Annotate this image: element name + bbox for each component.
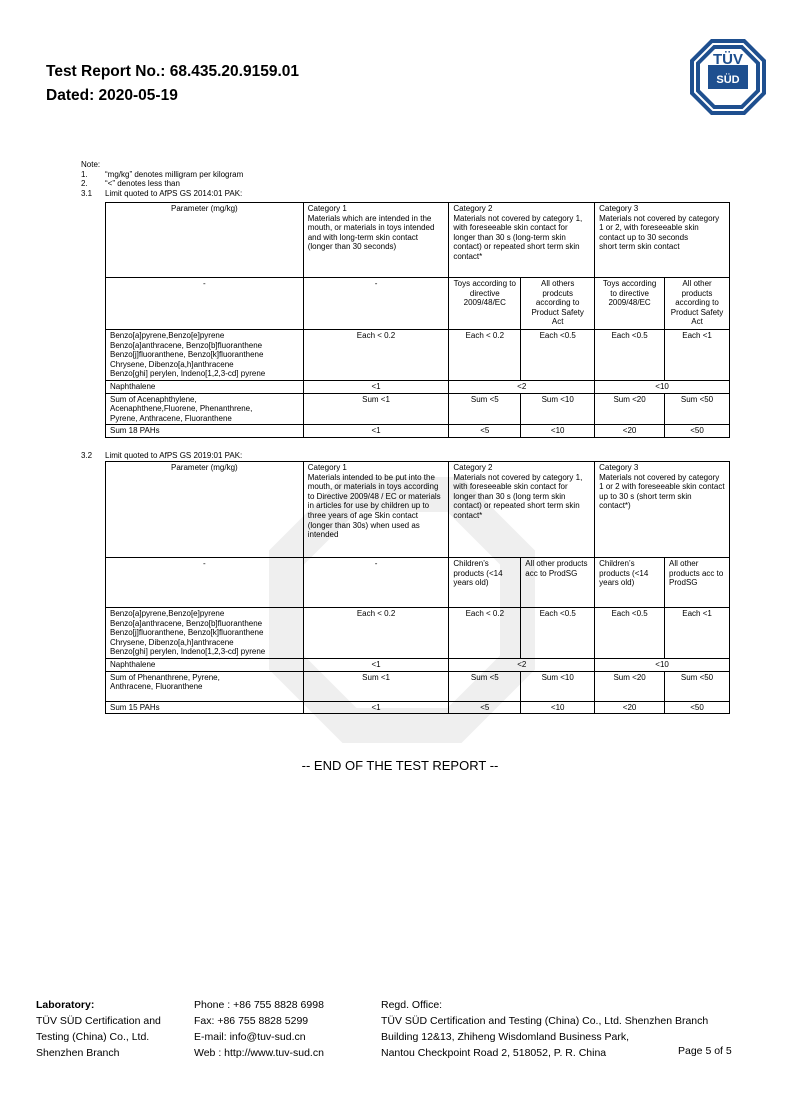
footer-office [381, 997, 708, 1061]
table-row [106, 608, 730, 659]
note-number: 1. [81, 169, 88, 179]
dash-cell: - [106, 558, 304, 608]
param-cell: Sum of Acenaphthylene, Acenaphthene,Fluorene, Phenanthrene, Pyrene, Anthracene, Fluoranthene [106, 393, 304, 425]
value-cell: Sum <10 [521, 393, 595, 425]
logo-text-tuv: TÜV [713, 51, 743, 68]
footer-lab-line: TÜV SÜD Certification and [36, 1015, 161, 1027]
category-1-header: Category 1 Materials intended to be put into the mouth, or materials in toys according to Directive 2009/48 / EC or materials in articles for use by children up to three years of age Skin contact (longer than 30s) when used as intended [303, 462, 449, 558]
table-row [106, 671, 730, 701]
note-number: 2. [81, 179, 88, 188]
footer-contact [194, 997, 324, 1061]
value-cell: <2 [449, 658, 595, 671]
note-text: “mg/kg” denotes milligram per kilogram [105, 169, 244, 179]
footer-lab-title: Laboratory: [36, 999, 95, 1011]
notes-title: Note: [81, 160, 101, 169]
value-cell: Each < 0.2 [303, 330, 449, 381]
value-cell: <1 [303, 425, 449, 438]
value-cell: Sum <50 [665, 393, 730, 425]
dash-cell: - [106, 278, 304, 330]
section-title: Limit quoted to AfPS GS 2019:01 PAK: [105, 451, 243, 460]
value-cell: Each < 0.2 [303, 608, 449, 659]
footer-fax: Fax: +86 755 8828 5299 [194, 1015, 309, 1027]
value-cell: Each <1 [665, 608, 730, 659]
value-cell: Sum <5 [449, 671, 521, 701]
value-cell: Sum <50 [665, 671, 730, 701]
tuv-sud-logo [688, 37, 768, 117]
value-cell: Sum <10 [521, 671, 595, 701]
note-item [81, 179, 243, 189]
value-cell: Sum <20 [595, 671, 665, 701]
param-cell: Benzo[a]pyrene,Benzo[e]pyrene Benzo[a]anthracene, Benzo[b]fluoranthene Benzo[j]fluoranthene, Benzo[k]fluoranthene Chrysene, Dibenzo[a,h]anthracene Benzo[ghi] perylen, Indeno[1,2,3-cd] pyrene [106, 608, 304, 659]
footer-office-line: Building 12&13, Zhiheng Wisdomland Business Park, [381, 1031, 630, 1043]
category-3-header: Category 3 Materials not covered by category 1 or 2 with foreseeable skin contact up to 30 s (short term skin contact*) [595, 462, 730, 558]
category-2-header: Category 2 Materials not covered by category 1, with foreseeable skin contact for longer than 30 s (long-term skin contact) or repeated short term skin contact* [449, 203, 595, 278]
param-header: Parameter (mg/kg) [106, 203, 304, 278]
section-heading [81, 451, 242, 460]
value-cell: Each < 0.2 [449, 608, 521, 659]
logo-text-sud: SÜD [716, 74, 740, 86]
report-date: Dated: 2020-05-19 [46, 87, 178, 104]
table-row [106, 393, 730, 425]
value-cell: Each <0.5 [595, 330, 665, 381]
param-cell: Benzo[a]pyrene,Benzo[e]pyrene Benzo[a]anthracene, Benzo[b]fluoranthene Benzo[j]fluoranthene, Benzo[k]fluoranthene Chrysene, Dibenzo[a,h]anthracene Benzo[ghi] perylen, Indeno[1,2,3-cd] pyrene [106, 330, 304, 381]
subheader-toys: Toys according to directive 2009/48/EC [595, 278, 665, 330]
footer-web: Web : http://www.tuv-sud.cn [194, 1047, 324, 1059]
subheader-childrens-products: Children’s products (<14 years old) [449, 558, 521, 608]
subheader-other-products: All others prodcuts according to Product Safety Act [521, 278, 595, 330]
value-cell: <1 [303, 701, 449, 714]
value-cell: Each < 0.2 [449, 330, 521, 381]
subheader-toys: Toys according to directive 2009/48/EC [449, 278, 521, 330]
value-cell: <20 [595, 425, 665, 438]
value-cell: Each <1 [665, 330, 730, 381]
footer-laboratory [36, 997, 161, 1061]
limits-table-2019 [105, 461, 730, 714]
note-item [81, 170, 243, 180]
value-cell: <10 [595, 658, 730, 671]
param-cell: Sum 15 PAHs [106, 701, 304, 714]
footer-lab-line: Shenzhen Branch [36, 1047, 120, 1059]
value-cell: Sum <1 [303, 393, 449, 425]
end-of-report: -- END OF THE TEST REPORT -- [301, 758, 499, 773]
value-cell: Sum <5 [449, 393, 521, 425]
report-number: Test Report No.: 68.435.20.9159.01 [46, 63, 300, 80]
footer-office-line: Regd. Office: [381, 999, 443, 1011]
value-cell: <5 [449, 701, 521, 714]
table-row [106, 425, 730, 438]
page-number: Page 5 of 5 [678, 1045, 732, 1057]
value-cell: <20 [595, 701, 665, 714]
category-2-header: Category 2 Materials not covered by category 1, with foreseeable skin contact for longer than 30 s (long term skin contact) or repeated short term skin contact* [449, 462, 595, 558]
limits-table-2014 [105, 202, 730, 438]
subheader-other-products: All other products acc to ProdSG [665, 558, 730, 608]
notes-section [81, 160, 243, 198]
footer-office-line: Nantou Checkpoint Road 2, 518052, P. R. China [381, 1047, 607, 1059]
category-1-header: Category 1 Materials which are intended in the mouth, or materials in toys intended and with long-term skin contact (longer than 30 seconds) [303, 203, 449, 278]
note-item [81, 189, 243, 199]
value-cell: <1 [303, 380, 449, 393]
footer-email: E-mail: info@tuv-sud.cn [194, 1031, 306, 1043]
value-cell: Sum <20 [595, 393, 665, 425]
category-3-header: Category 3 Materials not covered by category 1 or 2, with foreseeable skin contact up to 30 seconds short term skin contact [595, 203, 730, 278]
dash-cell: - [303, 278, 449, 330]
section-number: 3.1 [81, 188, 93, 198]
subheader-other-products: All other products according to Product Safety Act [665, 278, 730, 330]
value-cell: <10 [521, 701, 595, 714]
param-cell: Naphthalene [106, 658, 304, 671]
value-cell: Sum <1 [303, 671, 449, 701]
value-cell: <5 [449, 425, 521, 438]
param-header: Parameter (mg/kg) [106, 462, 304, 558]
value-cell: Each <0.5 [521, 330, 595, 381]
table-row [106, 330, 730, 381]
value-cell: <2 [449, 380, 595, 393]
param-cell: Naphthalene [106, 380, 304, 393]
value-cell: <10 [521, 425, 595, 438]
note-text: “<” denotes less than [105, 179, 180, 188]
dash-cell: - [303, 558, 449, 608]
footer-office-line: TÜV SÜD Certification and Testing (China) Co., Ltd. Shenzhen Branch [381, 1015, 709, 1027]
param-cell: Sum 18 PAHs [106, 425, 304, 438]
table-row [106, 380, 730, 393]
param-cell: Sum of Phenanthrene, Pyrene, Anthracene, Fluoranthene [106, 671, 304, 701]
footer-lab-line: Testing (China) Co., Ltd. [36, 1031, 150, 1043]
value-cell: Each <0.5 [595, 608, 665, 659]
subheader-other-products: All other products acc to ProdSG [521, 558, 595, 608]
value-cell: <50 [665, 425, 730, 438]
section-number: 3.2 [81, 451, 93, 460]
section-title: Limit quoted to AfPS GS 2014:01 PAK: [105, 188, 243, 198]
value-cell: <1 [303, 658, 449, 671]
table-row [106, 701, 730, 714]
value-cell: <50 [665, 701, 730, 714]
footer-phone: Phone : +86 755 8828 6998 [194, 999, 324, 1011]
table-row [106, 658, 730, 671]
value-cell: Each <0.5 [521, 608, 595, 659]
subheader-childrens-products: Children’s products (<14 years old) [595, 558, 665, 608]
value-cell: <10 [595, 380, 730, 393]
